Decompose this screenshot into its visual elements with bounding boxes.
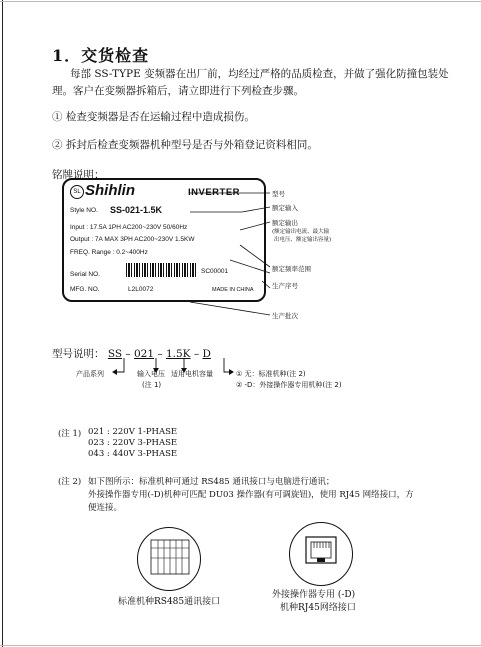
- note2-line-c: 便连接。: [88, 503, 123, 513]
- nameplate-made-in: MADE IN CHINA: [212, 287, 254, 293]
- model-part-series: SS: [107, 348, 123, 360]
- nameplate-brand: Shihlin: [85, 182, 135, 199]
- nameplate-input: Input : 17.5A 1PH AC200~230V 50/60Hz: [70, 224, 188, 231]
- nameplate-mfg-value: L2L0072: [128, 286, 154, 293]
- rj45-caption-2: 机种RJ45网络接口: [280, 603, 356, 613]
- page-border-top: [0, 1, 481, 2]
- note1-line-c: 043 : 440V 3-PHASE: [88, 449, 178, 459]
- rj45-caption-1: 外接操作器专用 (-D): [272, 590, 356, 600]
- nameplate-serial-code: SC00001: [201, 268, 229, 275]
- callout-lot: 生产批次: [272, 312, 298, 320]
- rj45-socket-icon: [290, 523, 352, 585]
- model-series-label: 产品系列: [76, 370, 104, 378]
- model-desc-arrows: [100, 358, 240, 382]
- page-border-left: [2, 0, 3, 647]
- model-option-1: ① 无：标准机种(注 2): [236, 370, 306, 378]
- model-dash-1: –: [125, 348, 131, 360]
- page-border-bottom: [0, 645, 481, 646]
- nameplate-product: INVERTER: [188, 187, 241, 198]
- nameplate-output: Output : 7A MAX 3PH AC200~230V 1.5KW: [70, 236, 195, 243]
- note2-line-b: 外接操作器专用(-D)机种可匹配 DU03 操作器(有可调旋钮)，使用 RJ45 网络接口，方: [88, 490, 414, 500]
- callout-rated-input: 额定输入: [272, 204, 298, 212]
- model-dash-2: –: [157, 348, 163, 360]
- check-item-1: ① 检查变频器是否在运输过程中造成损伤。: [52, 111, 255, 123]
- rs485-caption: 标准机种RS485通讯接口: [118, 597, 221, 607]
- model-dash-3: –: [193, 348, 200, 360]
- callout-freq-range: 额定频率范围: [272, 265, 311, 273]
- nameplate-caption: 铭牌说明：: [52, 169, 105, 181]
- note1-label: (注 1): [58, 429, 82, 439]
- nameplate-serial-label: Serial NO.: [70, 271, 100, 278]
- model-desc-label: 型号说明：: [52, 348, 105, 360]
- model-part-capacity: 1.5K: [165, 348, 191, 360]
- section-title: 1．交货检查: [52, 46, 150, 65]
- rs485-port-diagram: [137, 527, 201, 591]
- model-capacity-label: 适用电机容量: [171, 370, 213, 378]
- serial-barcode: [126, 263, 198, 277]
- nameplate-style-value: SS-021-1.5K: [110, 205, 163, 215]
- rj45-port-diagram: [289, 522, 353, 586]
- callout-rated-output-2: (额定输出电流、最大输: [272, 229, 330, 235]
- model-option-2: ② -D：外接操作器专用机种(注 2): [236, 381, 342, 389]
- note1-line-a: 021 : 220V 1-PHASE: [88, 427, 178, 437]
- callout-serial: 生产序号: [272, 282, 298, 290]
- note1-line-b: 023 : 220V 3-PHASE: [88, 438, 178, 448]
- model-part-type: D: [202, 348, 211, 360]
- intro-paragraph: 每部 SS-TYPE 变频器在出厂前，均经过严格的品质检查，并做了强化防撞包装处理。客户在变频器拆箱后，请立即进行下列检查步骤。: [52, 68, 449, 97]
- callout-rated-output-3: 出电压、额定输出容量): [274, 237, 332, 243]
- nameplate-mfg-label: MFG. NO.: [70, 286, 100, 293]
- nameplate-style-label: Style NO.: [70, 207, 98, 214]
- check-item-2: ② 拆封后检查变频器机种型号是否与外箱登记资料相同。: [52, 139, 318, 151]
- callout-model: 型号: [272, 190, 285, 198]
- nameplate-freq: FREQ. Range : 0.2~400Hz: [70, 249, 148, 256]
- model-input-voltage-label: 输入电压: [137, 370, 165, 378]
- note2-label: (注 2): [58, 477, 82, 487]
- note2-line-a: 如下图所示：标准机种可通过 RS485 通讯接口与电脑进行通讯；: [88, 477, 335, 487]
- brand-logo-icon: SL: [70, 185, 84, 199]
- model-note1-ref: (注 1): [142, 381, 162, 389]
- callout-rated-output-1: 额定输出: [272, 219, 298, 227]
- model-part-voltage: 021: [133, 348, 155, 360]
- rs485-terminal-icon: [138, 528, 200, 590]
